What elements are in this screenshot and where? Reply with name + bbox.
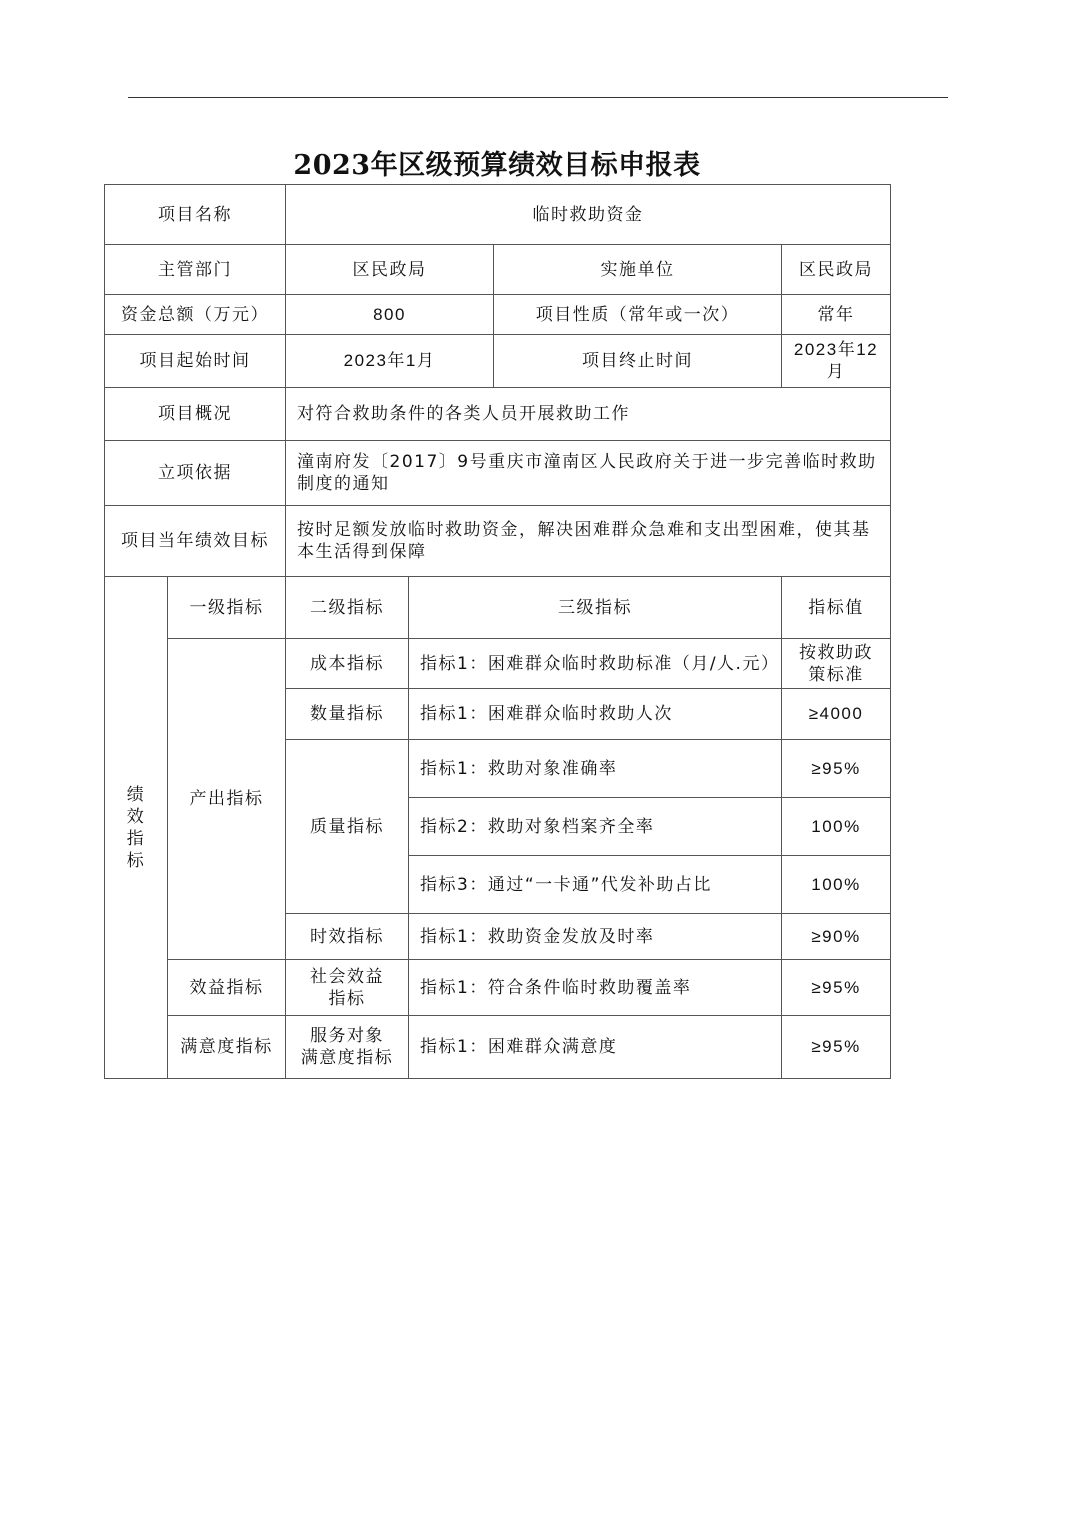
dept-value: 区民政局	[286, 245, 494, 295]
unit-value: 区民政局	[782, 245, 891, 295]
quantity-indicator-label: 数量指标	[286, 689, 409, 740]
quality-indicator-value-3: 100%	[782, 856, 891, 914]
nature-label: 项目性质（常年或一次）	[494, 295, 782, 335]
funds-value: 800	[286, 295, 494, 335]
header-value: 指标值	[782, 577, 891, 639]
satisfaction-sublabel: 服务对象 满意度指标	[286, 1016, 409, 1079]
row-dept	[105, 245, 891, 295]
row-time	[105, 335, 891, 388]
quality-indicator-item-1: 指标1：救助对象准确率	[409, 740, 782, 798]
social-benefit-sublabel: 社会效益 指标	[286, 960, 409, 1016]
overview-value: 对符合救助条件的各类人员开展救助工作	[286, 388, 891, 441]
end-time-value: 2023年12月	[782, 335, 891, 388]
page-title: 2023年区级预算绩效目标申报表	[293, 150, 701, 181]
perf-side-label: 绩 效 指 标	[105, 577, 168, 1079]
row-project-name	[105, 185, 891, 245]
start-time-value: 2023年1月	[286, 335, 494, 388]
unit-label: 实施单位	[494, 245, 782, 295]
overview-label: 项目概况	[105, 388, 286, 441]
timeliness-indicator-value: ≥90%	[782, 914, 891, 960]
perf-row-benefit	[105, 960, 891, 1016]
header-level3: 三级指标	[409, 577, 782, 639]
output-indicator-label: 产出指标	[168, 639, 286, 960]
goal-value: 按时足额发放临时救助资金，解决困难群众急难和支出型困难，使其基本生活得到保障	[286, 506, 891, 577]
header-level2: 二级指标	[286, 577, 409, 639]
perf-row-satisfaction	[105, 1016, 891, 1079]
project-name-value: 临时救助资金	[286, 185, 891, 245]
quality-indicator-item-3: 指标3：通过“一卡通”代发补助占比	[409, 856, 782, 914]
nature-value: 常年	[782, 295, 891, 335]
row-funds	[105, 295, 891, 335]
cost-indicator-value: 按救助政 策标准	[782, 639, 891, 689]
header-level1: 一级指标	[168, 577, 286, 639]
goal-label: 项目当年绩效目标	[105, 506, 286, 577]
timeliness-indicator-item: 指标1：救助资金发放及时率	[409, 914, 782, 960]
quality-indicator-value-1: ≥95%	[782, 740, 891, 798]
funds-label: 资金总额（万元）	[105, 295, 286, 335]
basis-label: 立项依据	[105, 441, 286, 506]
satisfaction-indicator-item: 指标1：困难群众满意度	[409, 1016, 782, 1079]
project-name-label: 项目名称	[105, 185, 286, 245]
satisfaction-indicator-value: ≥95%	[782, 1016, 891, 1079]
quantity-indicator-value: ≥4000	[782, 689, 891, 740]
performance-form-table	[104, 184, 891, 1079]
benefit-indicator-value: ≥95%	[782, 960, 891, 1016]
start-time-label: 项目起始时间	[105, 335, 286, 388]
benefit-indicator-label: 效益指标	[168, 960, 286, 1016]
row-overview	[105, 388, 891, 441]
header-rule	[128, 97, 948, 98]
cost-indicator-label: 成本指标	[286, 639, 409, 689]
quality-indicator-item-2: 指标2：救助对象档案齐全率	[409, 798, 782, 856]
timeliness-indicator-label: 时效指标	[286, 914, 409, 960]
dept-label: 主管部门	[105, 245, 286, 295]
satisfaction-indicator-label: 满意度指标	[168, 1016, 286, 1079]
quality-indicator-label: 质量指标	[286, 740, 409, 914]
quality-indicator-value-2: 100%	[782, 798, 891, 856]
quantity-indicator-item: 指标1：困难群众临时救助人次	[409, 689, 782, 740]
perf-header-row	[105, 577, 891, 639]
end-time-label: 项目终止时间	[494, 335, 782, 388]
cost-indicator-item: 指标1：困难群众临时救助标准（月/人.元）	[409, 639, 782, 689]
row-goal	[105, 506, 891, 577]
basis-value: 潼南府发〔2017〕9号重庆市潼南区人民政府关于进一步完善临时救助制度的通知	[286, 441, 891, 506]
row-basis	[105, 441, 891, 506]
perf-row-cost	[105, 639, 891, 689]
benefit-indicator-item: 指标1：符合条件临时救助覆盖率	[409, 960, 782, 1016]
